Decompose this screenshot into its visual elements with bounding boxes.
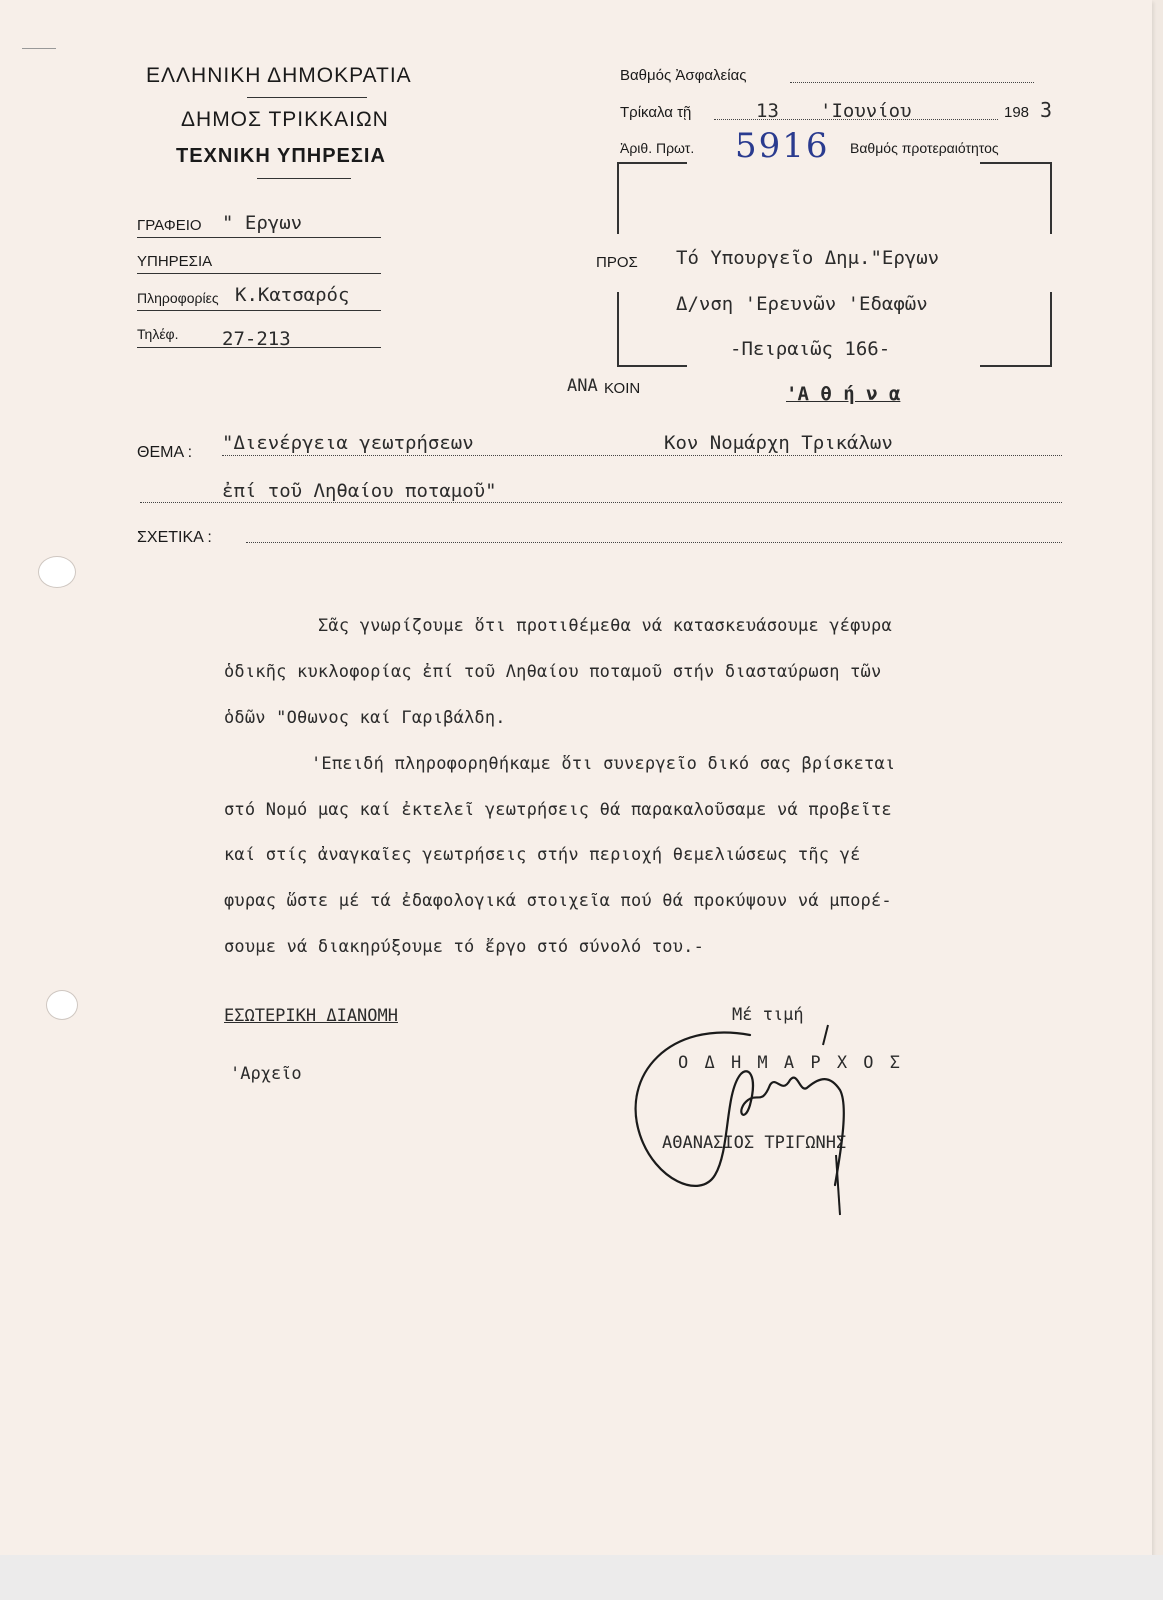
year-digit: 3 xyxy=(1040,98,1053,122)
grafeio-value: " Εργων xyxy=(222,212,303,234)
recipient-line-4: 'Α θ ή ν α xyxy=(786,383,901,405)
ypiresia-label: ΥΠΗΡΕΣΙΑ xyxy=(137,253,213,270)
pliroforíes-label: Πληροφορίες xyxy=(137,290,219,306)
bracket-top-right xyxy=(980,162,1052,164)
recipient-line-1: Τό Υπουργεῖο Δημ."Εργων xyxy=(676,247,940,269)
subject-line-2: ἐπί τοῦ Ληθαίου ποταμοῦ" xyxy=(222,480,497,502)
closing: Μέ τιμή xyxy=(732,1005,804,1025)
pliroforíes-value: Κ.Κατσαρός xyxy=(235,284,350,306)
security-dotline xyxy=(790,82,1034,83)
subject-label: ΘΕΜΑ : xyxy=(137,444,193,461)
header-municipality: ΔΗΜΟΣ ΤΡΙΚΚΑΙΩΝ xyxy=(181,108,389,131)
body-line: Σᾶς γνωρίζουμε ὅτι προτιθέμεθα νά κατασκευάσουμε γέφυρα xyxy=(318,616,892,636)
distribution-item: 'Αρχεῖο xyxy=(230,1064,302,1084)
date-day: 13 xyxy=(756,100,779,122)
security-label: Βαθμός Ἀσφαλείας xyxy=(620,67,747,84)
bracket-right-top xyxy=(1050,162,1052,234)
koin-label: ΚΟΙΝ xyxy=(604,380,641,397)
body-line: 'Επειδή πληροφορηθήκαμε ὅτι συνεργεῖο δικό σας βρίσκεται xyxy=(311,754,896,774)
bracket-left-top xyxy=(617,162,619,234)
signatory-name: ΑΘΑΝΑΣΙΟΣ ΤΡΙΓΩΝΗΣ xyxy=(662,1133,847,1153)
recipient-line-3: -Πειραιῶς 166- xyxy=(730,338,891,360)
pros-label: ΠΡΟΣ xyxy=(596,254,638,271)
bracket-left-bottom xyxy=(617,292,619,366)
recipient-line-2: Δ/νση 'Ερευνῶν 'Εδαφῶν xyxy=(676,293,928,315)
koin-value: Κον Νομάρχη Τρικάλων xyxy=(664,432,893,454)
header-underline-2 xyxy=(257,178,351,179)
grafeio-label: ΓΡΑΦΕΙΟ xyxy=(137,217,202,234)
ypiresia-line xyxy=(137,273,381,274)
header-underline-1 xyxy=(247,97,367,98)
body-line: στό Νομό μας καί ἐκτελεῖ γεωτρήσεις θά παρακαλοῦσαμε νά προβεῖτε xyxy=(224,800,892,820)
protocol-number: 5916 xyxy=(735,126,830,166)
body-line: σουμε νά διακηρύξουμε τό ἔργο στό σύνολό του.- xyxy=(224,937,705,957)
body-line: ὁδικῆς κυκλοφορίας ἐπί τοῦ Ληθαίου ποταμοῦ στήν διασταύρωση τῶν xyxy=(224,662,882,682)
place-date-label: Τρίκαλα τῇ xyxy=(620,104,692,121)
bracket-bottom-right xyxy=(980,365,1052,367)
date-dotline xyxy=(714,119,998,120)
subject-dotline-2 xyxy=(140,502,1062,503)
bracket-bottom-left xyxy=(617,365,687,367)
date-month: 'Ιουνίου xyxy=(820,100,912,122)
signatory-role: Ο Δ Η Μ Α Ρ Χ Ο Σ xyxy=(678,1053,903,1073)
related-dotline xyxy=(246,542,1062,543)
related-label: ΣΧΕΤΙΚΑ : xyxy=(137,529,212,546)
subject-dotline-1 xyxy=(222,455,1062,456)
scan-bottom-margin xyxy=(0,1555,1163,1600)
year-print: 198 xyxy=(1004,104,1030,121)
protocol-label: Ἀριθ. Πρωτ. xyxy=(620,140,695,156)
tilef-line xyxy=(137,347,381,348)
priority-label: Βαθμός προτεραιότητος xyxy=(850,140,999,156)
corner-mark xyxy=(22,48,56,49)
punch-hole-bottom xyxy=(46,990,78,1020)
body-line: φυρας ὥστε μέ τά ἐδαφολογικά στοιχεῖα πού θά προκύψουν νά μπορέ- xyxy=(224,891,892,911)
handwritten-signature xyxy=(630,1015,870,1225)
header-country: ΕΛΛΗΝΙΚΗ ΔΗΜΟΚΡΑΤΙΑ xyxy=(146,64,412,87)
bracket-right-bottom xyxy=(1050,292,1052,366)
koin-typed: ΑΝΑ xyxy=(567,376,598,396)
header-service: ΤΕΧΝΙΚΗ ΥΠΗΡΕΣΙΑ xyxy=(176,145,386,167)
tilef-value: 27-213 xyxy=(222,328,291,350)
punch-hole-top xyxy=(38,556,76,588)
pliroforíes-line xyxy=(137,310,381,311)
bracket-top-left xyxy=(617,162,687,164)
subject-line-1: "Διενέργεια γεωτρήσεων xyxy=(222,432,474,454)
tilef-label: Τηλέφ. xyxy=(137,326,179,342)
body-line: καί στίς ἀναγκαῖες γεωτρήσεις στήν περιοχή θεμελιώσεως τῆς γέ xyxy=(224,845,861,865)
grafeio-line xyxy=(137,237,381,238)
body-line: ὁδῶν "Οθωνος καί Γαριβάλδη. xyxy=(224,708,506,728)
distribution-title: ΕΣΩΤΕΡΙΚΗ ΔΙΑΝΟΜΗ xyxy=(224,1006,398,1026)
